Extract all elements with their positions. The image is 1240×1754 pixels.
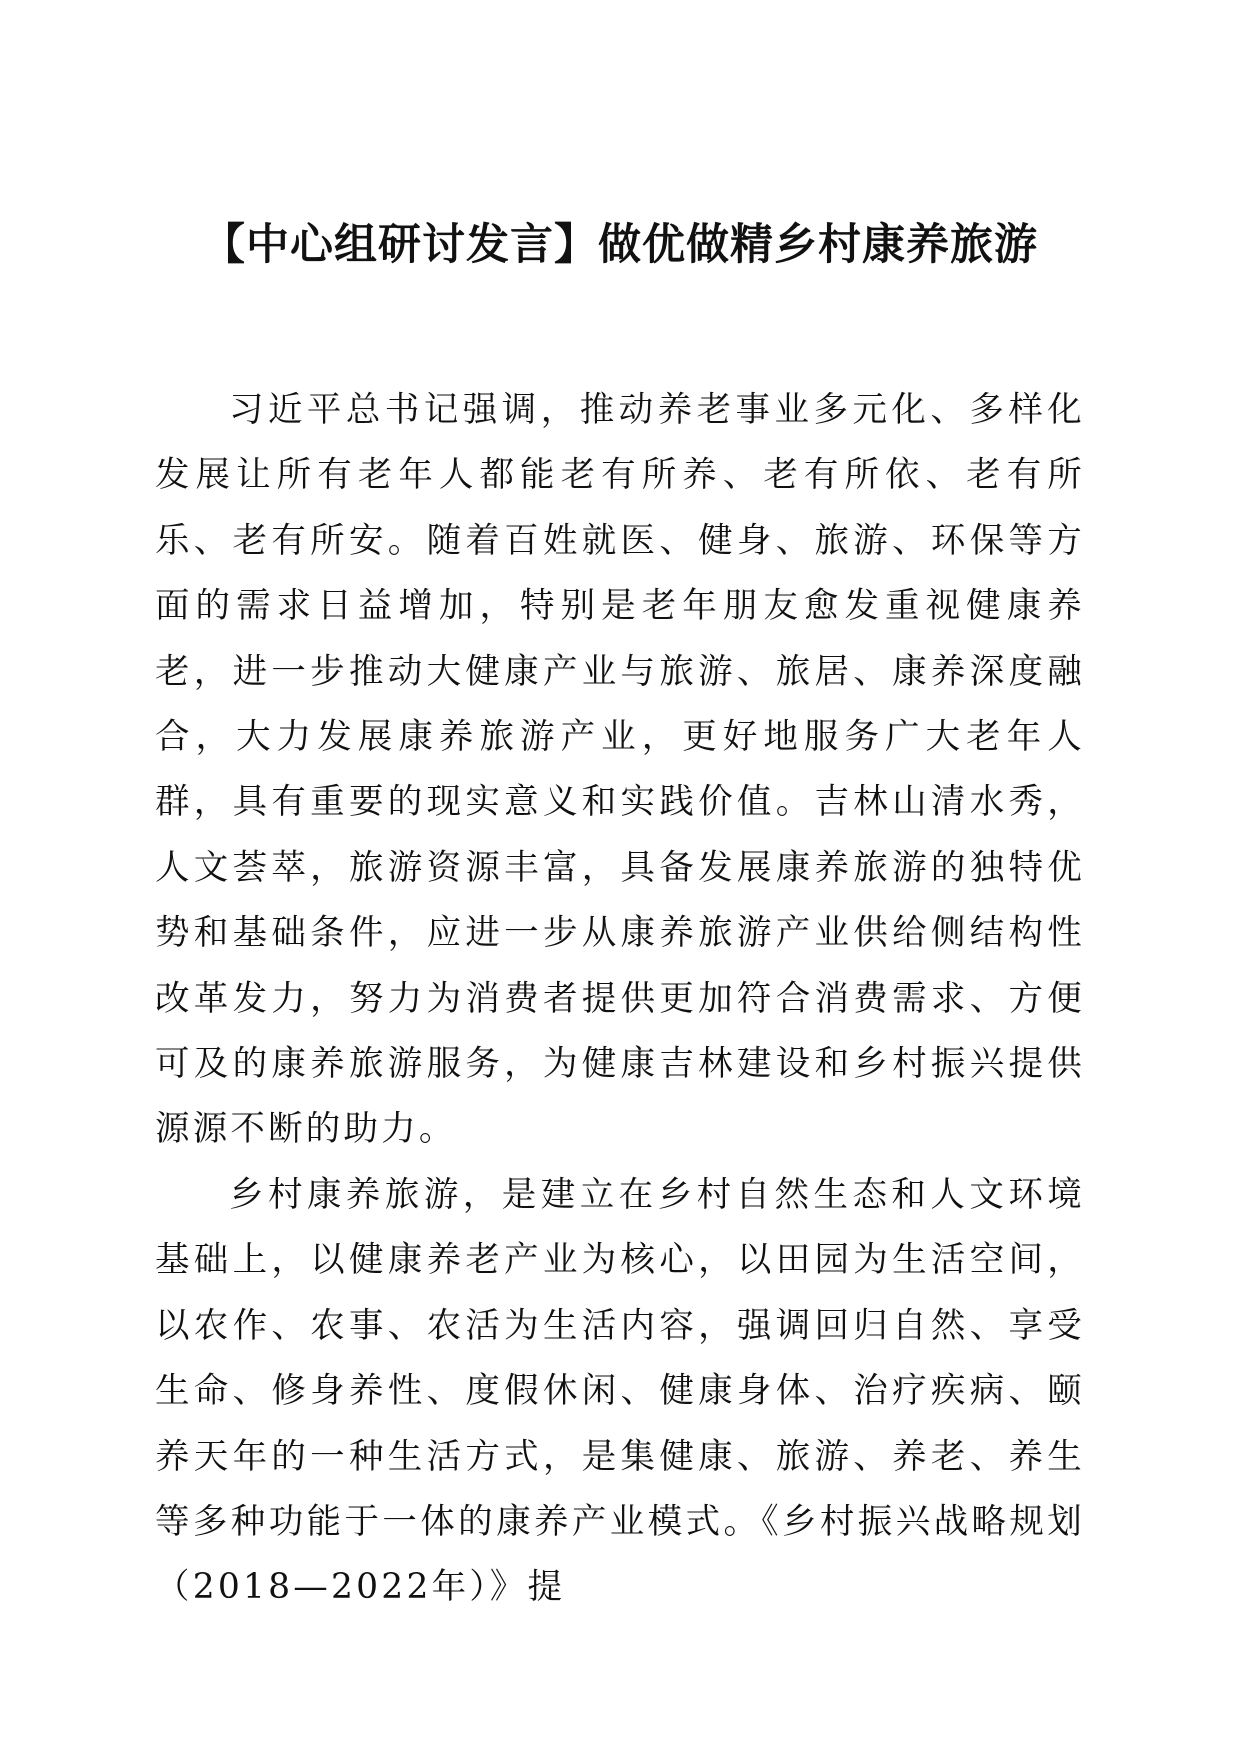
body-paragraph-1: 习近平总书记强调，推动养老事业多元化、多样化发展让所有老年人都能老有所养、老有所依、老有所乐、老有所安。随着百姓就医、健身、旅游、环保等方面的需求日益增加，特别是老年朋友愈发重视健康养老，进一步推动大健康产业与旅游、旅居、康养深度融合，大力发展康养旅游产业，更好地服务广大老年人群，具有重要的现实意义和实践价值。吉林山清水秀，人文荟萃，旅游资源丰富，具备发展康养旅游的独特优势和基础条件，应进一步从康养旅游产业供给侧结构性改革发力，努力为消费者提供更加符合消费需求、方便可及的康养旅游服务，为健康吉林建设和乡村振兴提供源源不断的助力。	[155, 390, 1085, 1150]
body-paragraph-2: 乡村康养旅游，是建立在乡村自然生态和人文环境基础上，以健康养老产业为核心，以田园为生活空间，以农作、农事、农活为生活内容，强调回归自然、享受生命、修身养性、度假休闲、健康身体、治疗疾病、颐养天年的一种生活方式，是集健康、旅游、养老、养生等多种功能于一体的康养产业模式。《乡村振兴战略规划（2018—2022年）》提	[155, 1175, 1085, 1608]
document-title: 【中心组研讨发言】做优做精乡村康养旅游	[202, 220, 1038, 270]
